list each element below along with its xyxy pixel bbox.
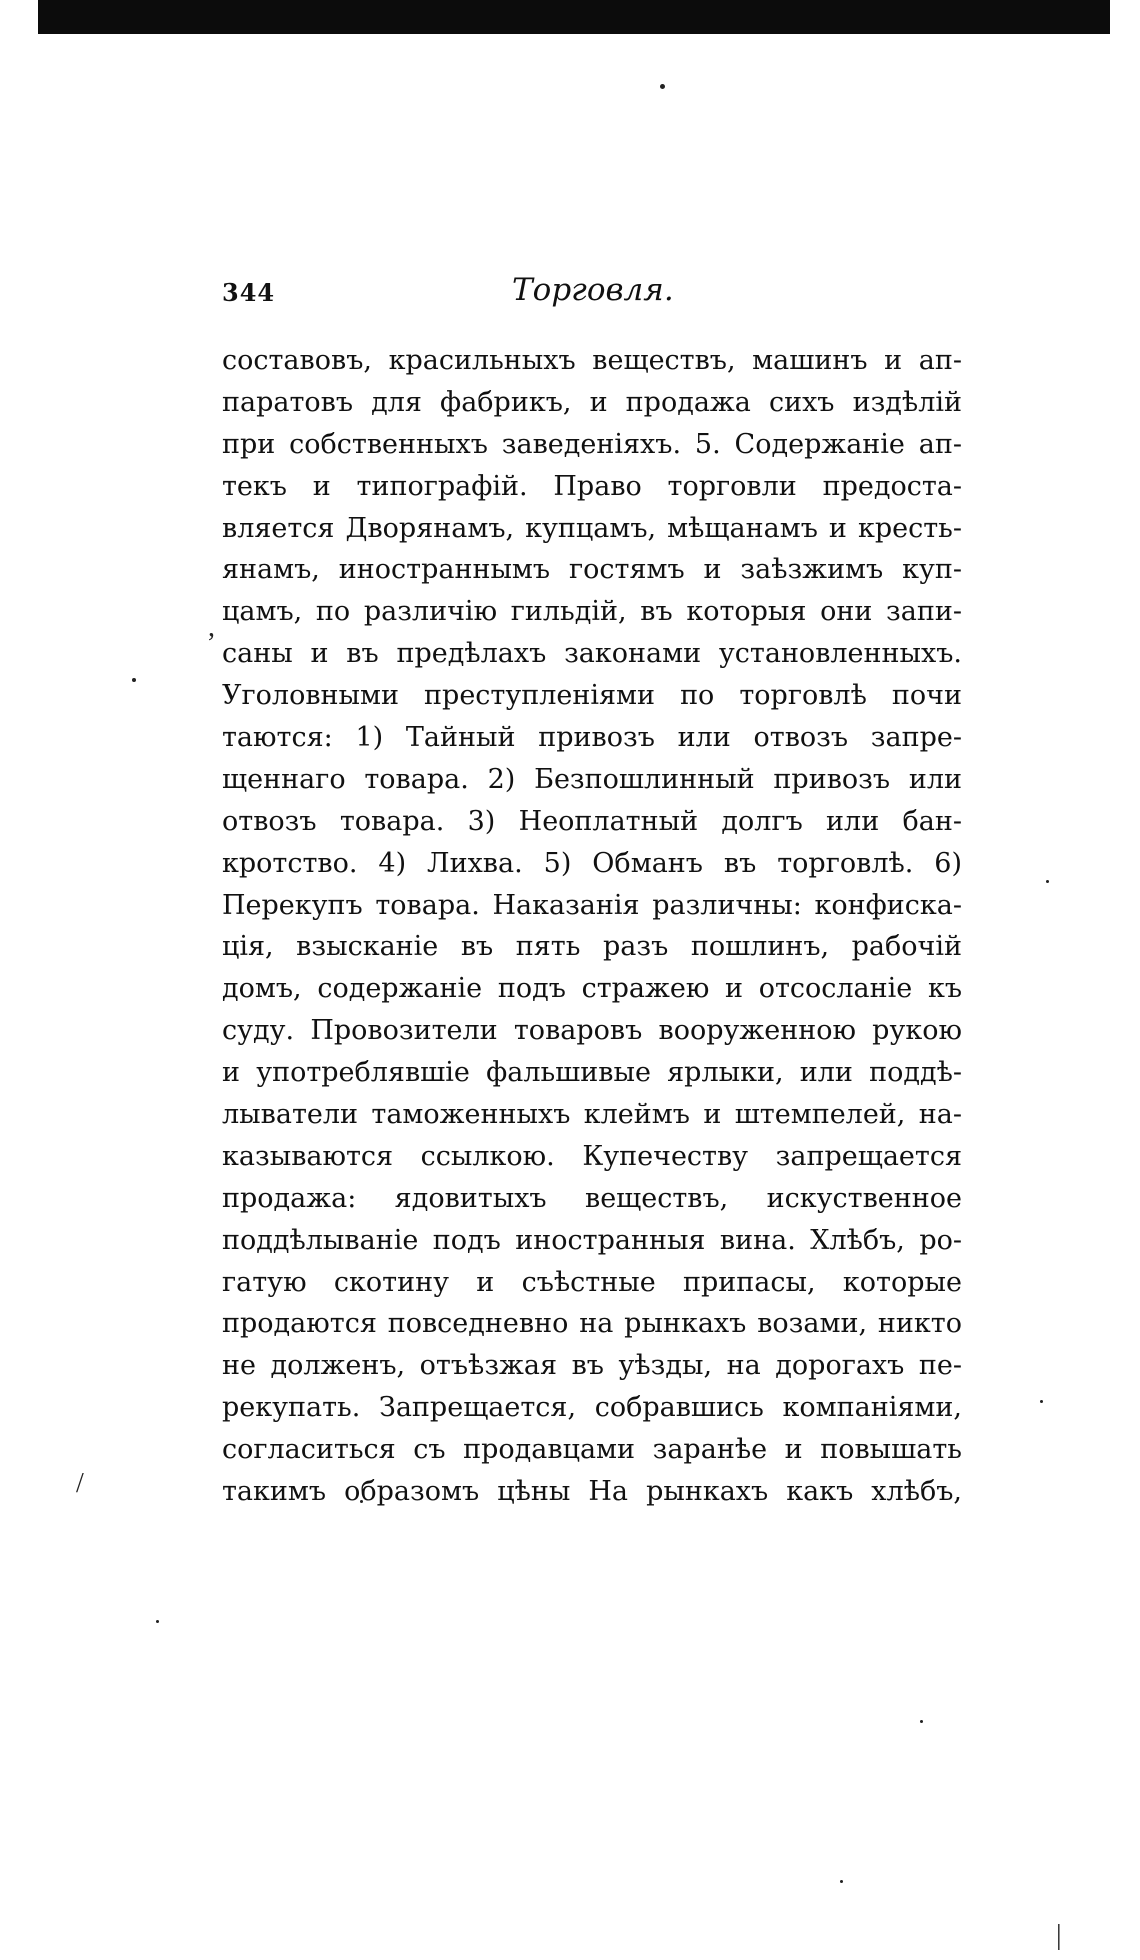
scan-speck [1046,880,1049,883]
text-line: паратовъ для фабрикъ, и продажа сихъ издѣлій [222,386,962,418]
text-line: согласиться съ продавцами заранѣе и повышать [222,1434,962,1466]
scan-speck [132,678,136,682]
text-line: домъ, содержаніе подъ стражею и отсосланіе къ [222,973,962,1005]
text-line: саны и въ предѣлахъ законами установленныхъ. [222,638,962,670]
page-number: 344 [222,278,276,307]
text-line: Перекупъ товара. Наказанія различны: конфиска- [222,889,962,921]
text-line: лыватели таможенныхъ клеймъ и штемпелей, на- [222,1099,962,1131]
text-line: рекупать. Запрещается, собравшись компаніями, [222,1392,962,1424]
text-line: при собственныхъ заведеніяхъ. 5. Содержаніе ап- [222,428,962,460]
scan-speck [920,1720,923,1723]
scan-speck [156,1620,159,1623]
book-page [222,270,962,1513]
text-line: гатую скотину и съѣстные припасы, которые [222,1266,962,1298]
scan-speck [660,84,665,89]
text-line: кротство. 4) Лихва. 5) Обманъ въ торговлѣ. 6) [222,847,962,879]
text-line: такимъ образомъ цѣны На рынкахъ какъ хлѣбъ, [222,1476,962,1508]
scan-mark: / [76,1468,84,1499]
text-line: текъ и типографій. Право торговли предоста- [222,470,962,502]
text-line: казываются ссылкою. Купечеству запрещается [222,1140,962,1172]
text-line: суду. Провозители товаровъ вооруженною рукою [222,1015,962,1047]
text-line: янамъ, иностраннымъ гостямъ и заѣзжимъ куп- [222,554,962,586]
scan-speck [840,1880,843,1883]
scan-mark: , [208,612,215,643]
text-line: ція, взысканіе въ пять разъ пошлинъ, рабочій [222,931,962,963]
text-line: составовъ, красильныхъ веществъ, машинъ и ап- [222,345,962,376]
text-line: цамъ, по различію гильдій, въ которыя они запи- [222,596,962,628]
running-title: Торговля. [512,272,674,308]
text-line: и употреблявшіе фальшивые ярлыки, или поддѣ- [222,1057,962,1089]
text-line: щеннаго товара. 2) Безпошлинный привозъ или [222,763,962,795]
text-line: вляется Дворянамъ, купцамъ, мѣщанамъ и кресть- [222,512,962,544]
body-text [222,340,962,1513]
text-line: отвозъ товара. 3) Неоплатный долгъ или бан- [222,805,962,837]
text-line: не долженъ, отъѣзжая въ уѣзды, на дорогахъ пе- [222,1350,962,1382]
running-head [222,270,962,318]
text-line: Уголовными преступленіями по торговлѣ почи [222,680,962,712]
scan-mark: | [1056,1920,1062,1951]
text-line: продаются повседневно на рынкахъ возами, никто [222,1308,962,1340]
text-line: поддѣлываніе подъ иностранныя вина. Хлѣбъ, ро- [222,1224,962,1256]
text-line: продажа: ядовитыхъ веществъ, искуственное [222,1182,962,1214]
scan-top-border [38,0,1110,34]
text-line: таются: 1) Тайный привозъ или отвозъ запре- [222,722,962,754]
scan-speck [1040,1400,1043,1403]
